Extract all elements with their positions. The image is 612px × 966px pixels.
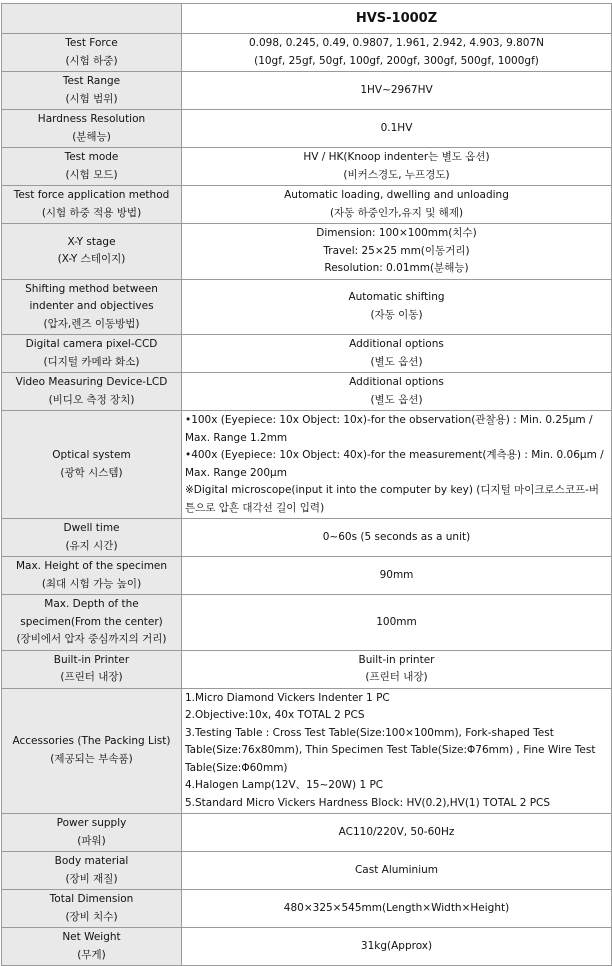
header-row: [2, 4, 612, 34]
spec-value-line: (자동 하중인가,유지 및 해제): [329, 206, 464, 219]
spec-value-line: 0.098, 0.245, 0.49, 0.9807, 1.961, 2.942, 4.903, 9.807N: [248, 37, 545, 49]
spec-label-cell: [2, 373, 182, 411]
spec-label-line: (시험 하중): [65, 54, 118, 67]
spec-row: [2, 34, 612, 72]
spec-label-line: Test mode: [64, 151, 119, 163]
spec-label-line: Net Weight: [62, 931, 121, 943]
spec-value-line: 1.Micro Diamond Vickers Indenter 1 PC: [185, 691, 390, 704]
spec-label-cell: [2, 224, 182, 280]
spec-label-line: indenter and objectives: [29, 300, 154, 312]
spec-value-line: Automatic shifting: [348, 291, 445, 304]
spec-value-line: Resolution: 0.01mm(분해능): [324, 262, 469, 274]
spec-value-cell: [182, 279, 612, 335]
spec-value-line: 2.Objective:10x, 40x TOTAL 2 PCS: [185, 709, 365, 721]
spec-value-line: •400x (Eyepiece: 10x Object: 40x)-for the measurement(계측용) : Min. 0.06μm / Max. Range 200μm: [185, 449, 604, 479]
spec-value-line: •100x (Eyepiece: 10x Object: 10x)-for the observation(관찰용) : Min. 0.25μm / Max. Range 1.2mm: [185, 414, 593, 444]
spec-label-line: (장비 재질): [65, 872, 118, 885]
spec-label-line: Power supply: [56, 817, 127, 829]
spec-label-line: (디지털 카메라 화소): [43, 355, 140, 368]
spec-value-line: Automatic loading, dwelling and unloading: [284, 189, 509, 201]
spec-value-line: 3.Testing Table : Cross Test Table(Size:100×100mm), Fork-shaped Test Table(Size:76x80mm), Thin Specimen Test Table(Size:Φ76mm) , Fine Wire Test Table(Size:Φ60mm): [185, 726, 596, 774]
spec-label-cell: [2, 148, 182, 186]
spec-label-line: (압자,렌즈 이동방법): [43, 317, 140, 330]
spec-label-cell: [2, 186, 182, 224]
spec-row: [2, 186, 612, 224]
spec-label-line: (제공되는 부속품): [50, 752, 133, 765]
spec-value-cell: [182, 411, 612, 519]
spec-label-line: Dwell time: [63, 522, 120, 534]
spec-value-line: 0~60s (5 seconds as a unit): [322, 530, 471, 543]
spec-label-line: Max. Depth of the specimen(From the center): [20, 598, 163, 628]
spec-label-line: Built-in Printer: [53, 653, 130, 666]
spec-value-line: (비커스경도, 누프경도): [343, 168, 450, 181]
model-title: HVS-1000Z: [182, 4, 612, 34]
spec-row: [2, 890, 612, 928]
spec-value-line: HV / HK(Knoop indenter는 별도 옵션): [303, 151, 490, 163]
spec-value-line: (별도 옵션): [370, 355, 423, 368]
spec-label-line: (파워): [77, 834, 106, 847]
spec-label-line: (분해능): [72, 130, 111, 143]
spec-value-cell: [182, 852, 612, 890]
spec-label-line: (프린터 내장): [60, 671, 123, 683]
spec-value-cell: [182, 595, 612, 651]
spec-label-line: (장비 치수): [65, 910, 118, 923]
spec-label-line: Body material: [54, 855, 129, 867]
spec-value-cell: [182, 557, 612, 595]
spec-row: [2, 519, 612, 557]
spec-row: [2, 814, 612, 852]
spec-table: [1, 3, 612, 966]
spec-value-line: Cast Aluminium: [354, 863, 439, 876]
spec-value-line: ※Digital microscope(input it into the computer by key) (디지털 마이크로스코프-버튼으로 압흔 대각선 길이 입력): [185, 484, 600, 514]
spec-row: [2, 852, 612, 890]
spec-value-line: (프린터 내장): [365, 671, 428, 683]
spec-label-cell: [2, 650, 182, 688]
spec-label-cell: [2, 335, 182, 373]
spec-label-line: Shifting method between: [25, 282, 158, 295]
spec-label-line: Test Range: [62, 75, 121, 87]
spec-label-cell: [2, 814, 182, 852]
spec-label-line: (X-Y 스테이지): [57, 253, 126, 266]
spec-value-line: (별도 옵션): [370, 393, 423, 406]
spec-label-line: (광학 시스템): [60, 466, 123, 479]
spec-label-line: (유지 시간): [65, 539, 118, 552]
spec-label-line: X-Y stage: [67, 235, 116, 248]
spec-label-line: (시험 하중 적용 방법): [41, 206, 142, 219]
spec-value-line: 31kg(Approx): [360, 939, 433, 952]
spec-value-line: 90mm: [379, 568, 414, 581]
spec-value-cell: [182, 890, 612, 928]
spec-row: [2, 72, 612, 110]
spec-label-line: Max. Height of the specimen: [15, 560, 168, 572]
spec-row: [2, 595, 612, 651]
spec-label-cell: [2, 519, 182, 557]
spec-value-line: 0.1HV: [380, 121, 413, 134]
spec-label-line: (장비에서 압자 중심까지의 거리): [16, 633, 167, 645]
spec-label-line: Test Force: [65, 37, 118, 49]
spec-label-line: (시험 모드): [65, 168, 118, 181]
spec-value-cell: [182, 148, 612, 186]
spec-row: [2, 688, 612, 814]
spec-value-cell: [182, 186, 612, 224]
spec-value-cell: [182, 688, 612, 814]
spec-label-line: Test force application method: [13, 189, 170, 201]
spec-row: [2, 148, 612, 186]
spec-value-cell: [182, 224, 612, 280]
spec-value-cell: [182, 34, 612, 72]
spec-label-line: Accessories (The Packing List): [12, 735, 171, 748]
spec-row: [2, 650, 612, 688]
spec-label-line: Video Measuring Device-LCD: [15, 376, 168, 388]
spec-value-cell: [182, 110, 612, 148]
spec-row: [2, 373, 612, 411]
spec-label-cell: [2, 852, 182, 890]
spec-value-line: Travel: 25×25 mm(이동거리): [323, 244, 470, 257]
spec-label-cell: [2, 110, 182, 148]
spec-value-line: 100mm: [376, 615, 417, 628]
spec-label-cell: [2, 279, 182, 335]
spec-value-cell: [182, 335, 612, 373]
spec-value-line: 4.Halogen Lamp(12V、15~20W) 1 PC: [185, 779, 384, 791]
spec-row: [2, 411, 612, 519]
spec-label-cell: [2, 34, 182, 72]
spec-label-line: (무게): [77, 948, 106, 961]
spec-row: [2, 110, 612, 148]
spec-label-line: Digital camera pixel-CCD: [25, 338, 158, 350]
spec-row: [2, 224, 612, 280]
spec-label-line: (비디오 측정 장치): [48, 393, 135, 406]
spec-value-line: 5.Standard Micro Vickers Hardness Block: HV(0.2),HV(1) TOTAL 2 PCS: [185, 796, 551, 809]
spec-row: [2, 557, 612, 595]
spec-value-line: (자동 이동): [370, 308, 423, 321]
spec-value-line: AC110/220V, 50-60Hz: [338, 825, 455, 838]
spec-value-cell: [182, 650, 612, 688]
spec-value-cell: [182, 814, 612, 852]
spec-label-cell: [2, 411, 182, 519]
spec-value-line: 480×325×545mm(Length×Width×Height): [283, 901, 510, 914]
spec-value-cell: [182, 72, 612, 110]
spec-label-line: Hardness Resolution: [37, 113, 146, 125]
spec-label-line: (시험 범위): [65, 92, 118, 105]
spec-value-cell: [182, 373, 612, 411]
spec-value-line: Dimension: 100×100mm(치수): [316, 227, 477, 239]
spec-value-line: Additional options: [349, 376, 444, 388]
spec-label-cell: [2, 688, 182, 814]
spec-value-line: (10gf, 25gf, 50gf, 100gf, 200gf, 300gf, 500gf, 1000gf): [254, 54, 539, 67]
spec-value-line: Additional options: [349, 338, 444, 350]
spec-label-cell: [2, 72, 182, 110]
spec-value-cell: [182, 519, 612, 557]
spec-label-line: Total Dimension: [49, 893, 134, 905]
spec-row: [2, 279, 612, 335]
spec-value-line: 1HV~2967HV: [360, 83, 433, 96]
spec-label-cell: [2, 595, 182, 651]
spec-label-line: Optical system: [52, 449, 131, 461]
spec-value-line: Built-in printer: [358, 653, 435, 666]
spec-label-line: (최대 시험 가능 높이): [41, 577, 142, 590]
spec-label-cell: [2, 557, 182, 595]
header-blank-cell: [2, 4, 182, 34]
spec-label-cell: [2, 890, 182, 928]
spec-row: [2, 335, 612, 373]
